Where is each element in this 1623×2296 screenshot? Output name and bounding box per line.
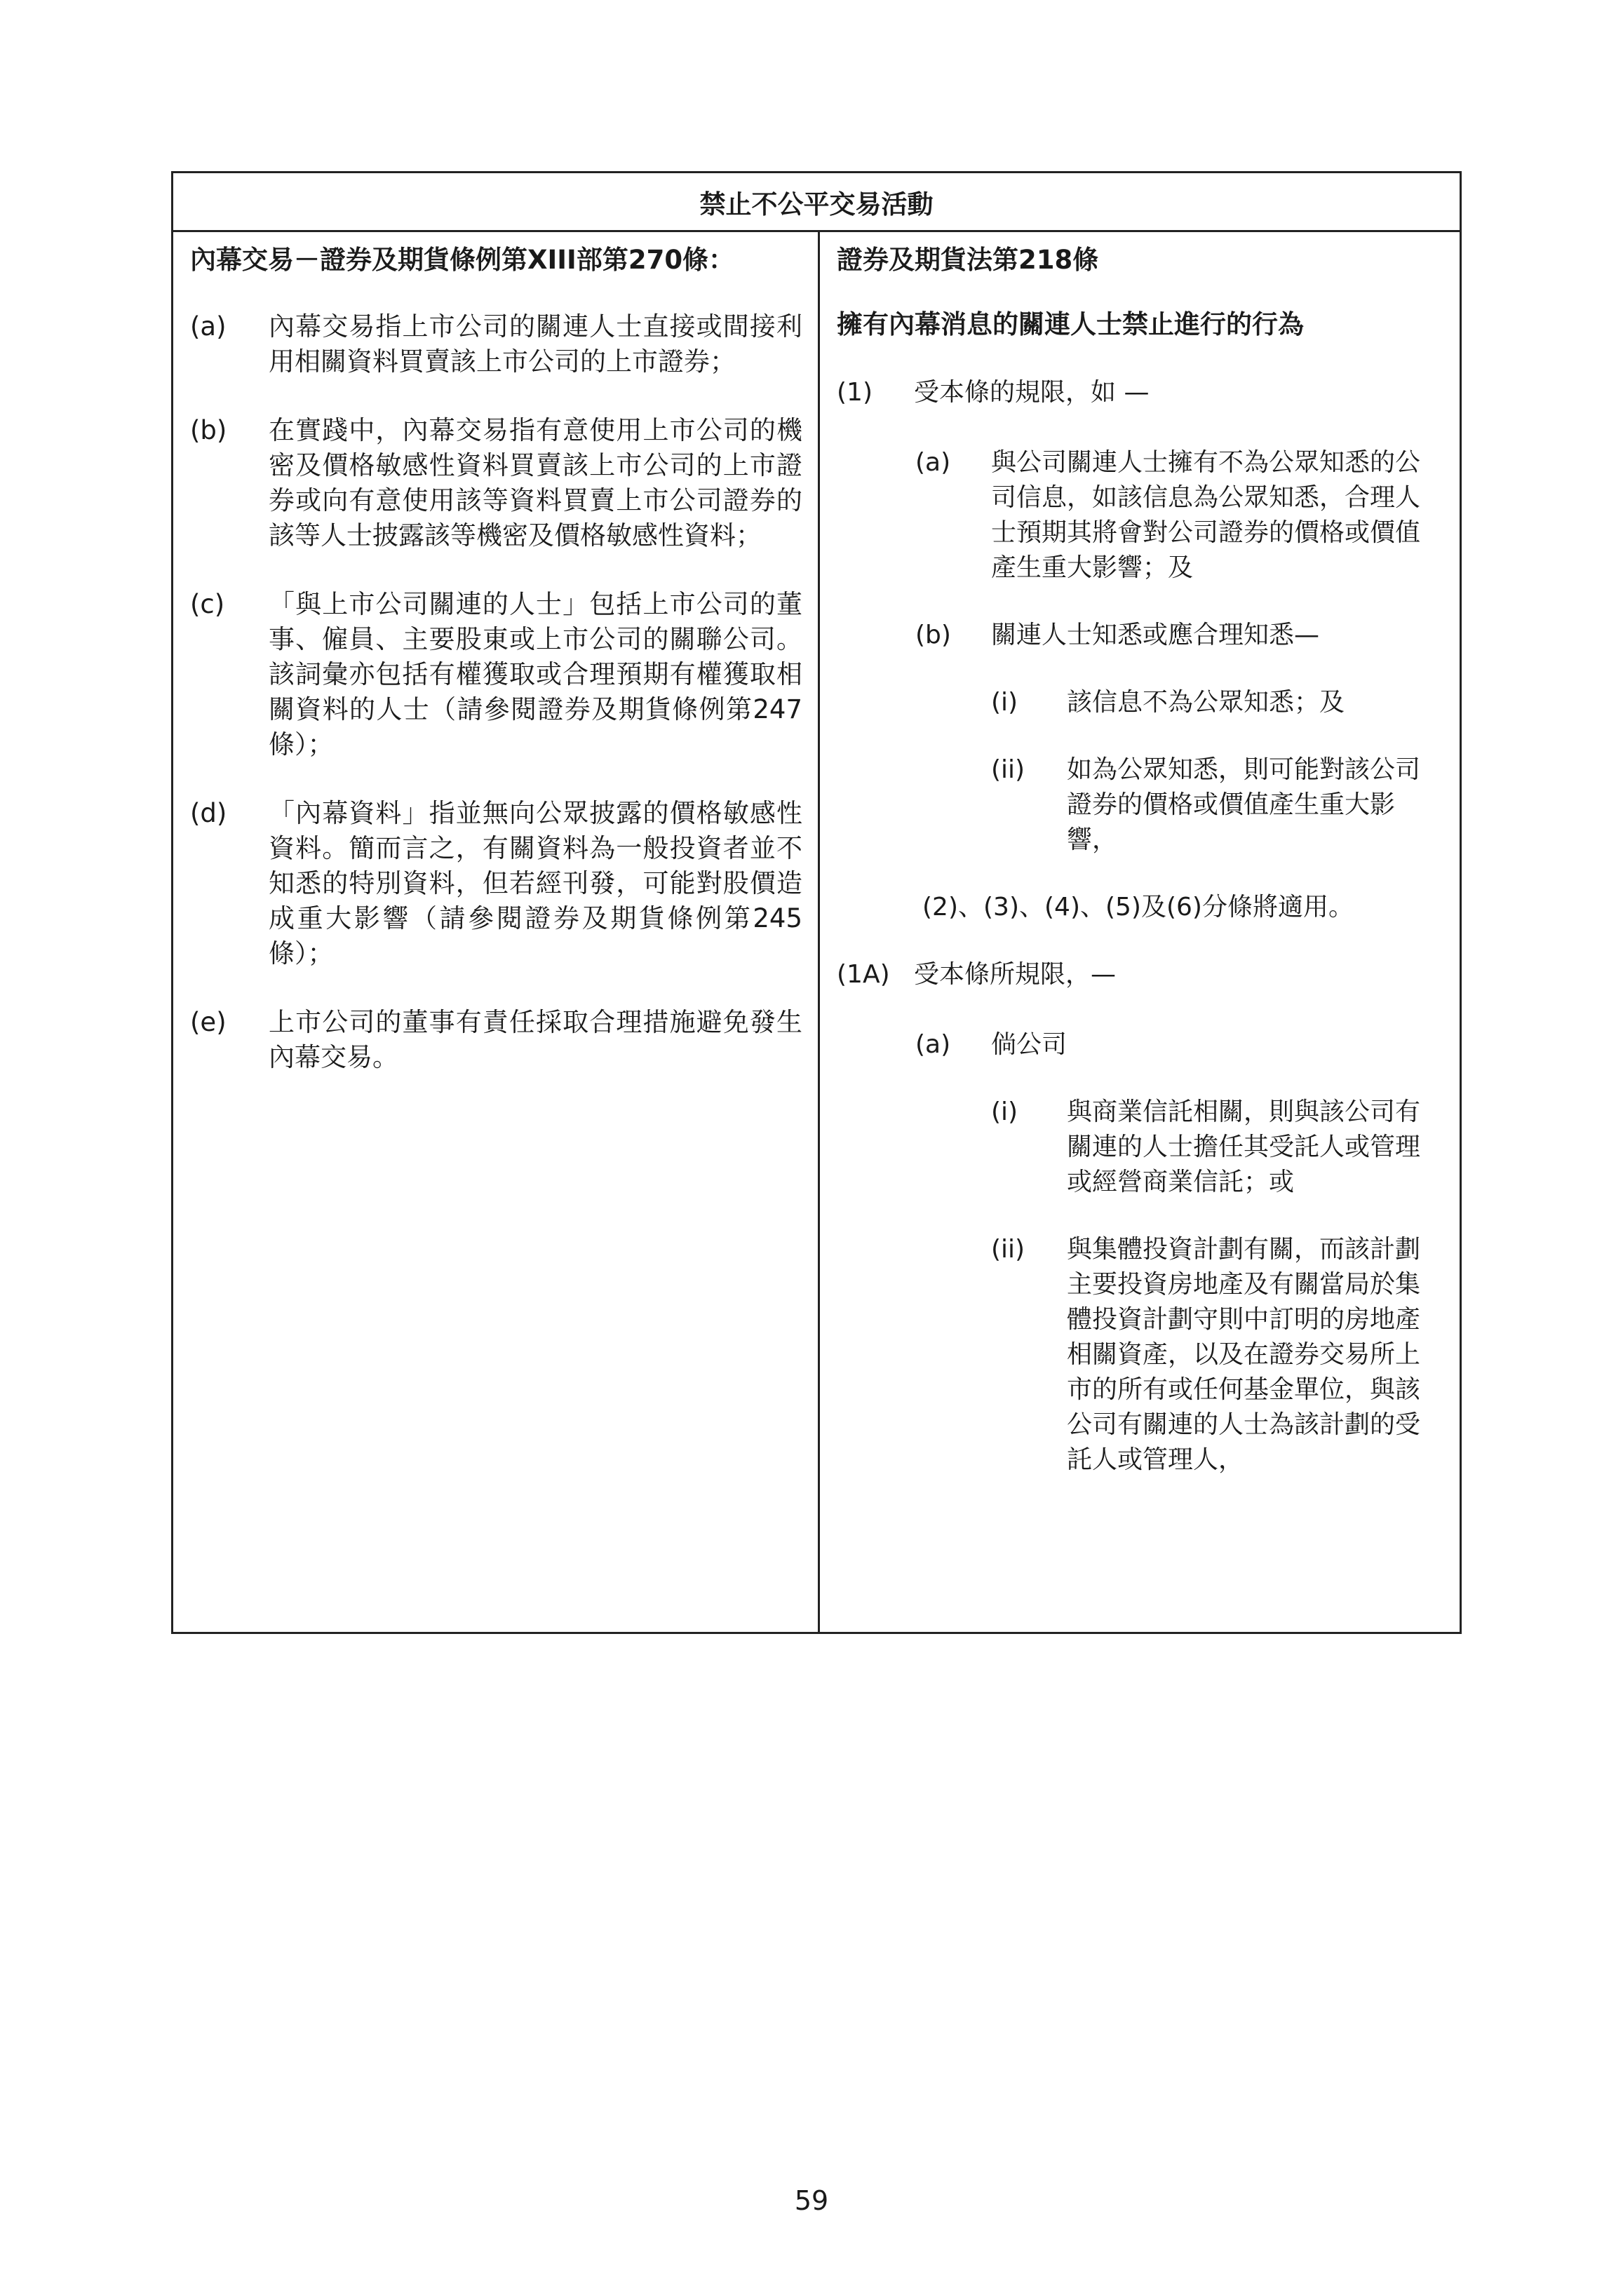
item-text: 該信息不為公眾知悉；及 (1067, 688, 1345, 717)
item-text: 關連人士知悉或應合理知悉— (991, 621, 1320, 649)
page-number: 59 (794, 2185, 829, 2216)
section-1a-a-ii (991, 1232, 1444, 1478)
section-1-tail (922, 890, 1444, 925)
item-label: (a) (190, 311, 227, 342)
item-label: (e) (190, 1007, 227, 1037)
item-label: (c) (190, 589, 225, 619)
item-label: (1A) (837, 960, 890, 989)
section-1a-a (915, 1027, 1444, 1062)
left-column (173, 232, 818, 1632)
section-1-b (915, 618, 1444, 653)
item-text: 上市公司的董事有責任採取合理措施避免發生內幕交易。 (269, 1007, 802, 1072)
left-item-c (190, 587, 802, 762)
item-label: (i) (991, 688, 1018, 717)
item-label: (ii) (991, 755, 1025, 784)
item-label: (1) (837, 378, 873, 407)
item-text: 受本條所規限，— (914, 960, 1117, 989)
section-1-b-i (991, 685, 1444, 720)
left-item-a (190, 309, 802, 379)
item-label: (d) (190, 798, 227, 828)
item-label: (a) (915, 1030, 951, 1059)
right-column-heading: 證券及期貨法第218條 (837, 245, 1099, 275)
item-text: (2)、(3)、(4)、(5)及(6)分條將適用。 (922, 893, 1354, 921)
item-text: 受本條的規限，如 — (914, 378, 1150, 407)
item-text: 與集體投資計劃有關，而該計劃主要投資房地產及有關當局於集體投資計劃守則中訂明的房地產相關資產，以及在證券交易所上市的所有或任何基金單位，與該公司有關連的人士為該計劃的受託人或管理人， (1067, 1235, 1421, 1474)
left-item-b (190, 413, 802, 553)
item-text: 與商業信託相關，則與該公司有關連的人士擔任其受託人或管理或經營商業信託；或 (1067, 1098, 1421, 1196)
left-item-e (190, 1005, 802, 1075)
section-1 (837, 375, 1444, 410)
item-label: (b) (190, 415, 227, 445)
left-item-d (190, 796, 802, 971)
item-label: (ii) (991, 1235, 1025, 1264)
item-text: 在實踐中，內幕交易指有意使用上市公司的機密及價格敏感性資料買賣該上市公司的上市證券或向有意使用該等資料買賣上市公司證券的該等人士披露該等機密及價格敏感性資料； (269, 415, 802, 551)
right-column-subheading: 擁有內幕消息的關連人士禁止進行的行為 (837, 309, 1304, 339)
item-text: 如為公眾知悉，則可能對該公司證券的價格或價值產生重大影響， (1067, 755, 1421, 854)
item-label: (a) (915, 448, 951, 477)
item-label: (b) (915, 621, 951, 649)
item-label: (i) (991, 1098, 1018, 1126)
item-text: 與公司關連人士擁有不為公眾知悉的公司信息，如該信息為公眾知悉，合理人士預期其將會對公司證券的價格或價值產生重大影響；及 (991, 448, 1421, 582)
left-column-heading: 內幕交易－證券及期貨條例第XIII部第270條： (190, 245, 735, 275)
comparison-table (171, 171, 1462, 1634)
item-text: 「內幕資料」指並無向公眾披露的價格敏感性資料。簡而言之，有關資料為一般投資者並不知悉的特別資料，但若經刊發，可能對股價造成重大影響（請參閱證券及期貨條例第245條）； (269, 798, 802, 968)
section-1-a (915, 445, 1444, 586)
item-text: 內幕交易指上市公司的關連人士直接或間接利用相關資料買賣該上市公司的上市證券； (269, 311, 802, 377)
table-title: 禁止不公平交易活動 (173, 173, 1460, 232)
right-column (820, 232, 1460, 1632)
section-1a-a-i (991, 1095, 1444, 1200)
section-1-b-ii (991, 752, 1444, 858)
item-text: 「與上市公司關連的人士」包括上市公司的董事、僱員、主要股東或上市公司的關聯公司。該詞彙亦包括有權獲取或合理預期有權獲取相關資料的人士（請參閱證券及期貨條例第247條）； (269, 589, 802, 759)
item-text: 倘公司 (991, 1030, 1068, 1059)
section-1a (837, 957, 1444, 992)
